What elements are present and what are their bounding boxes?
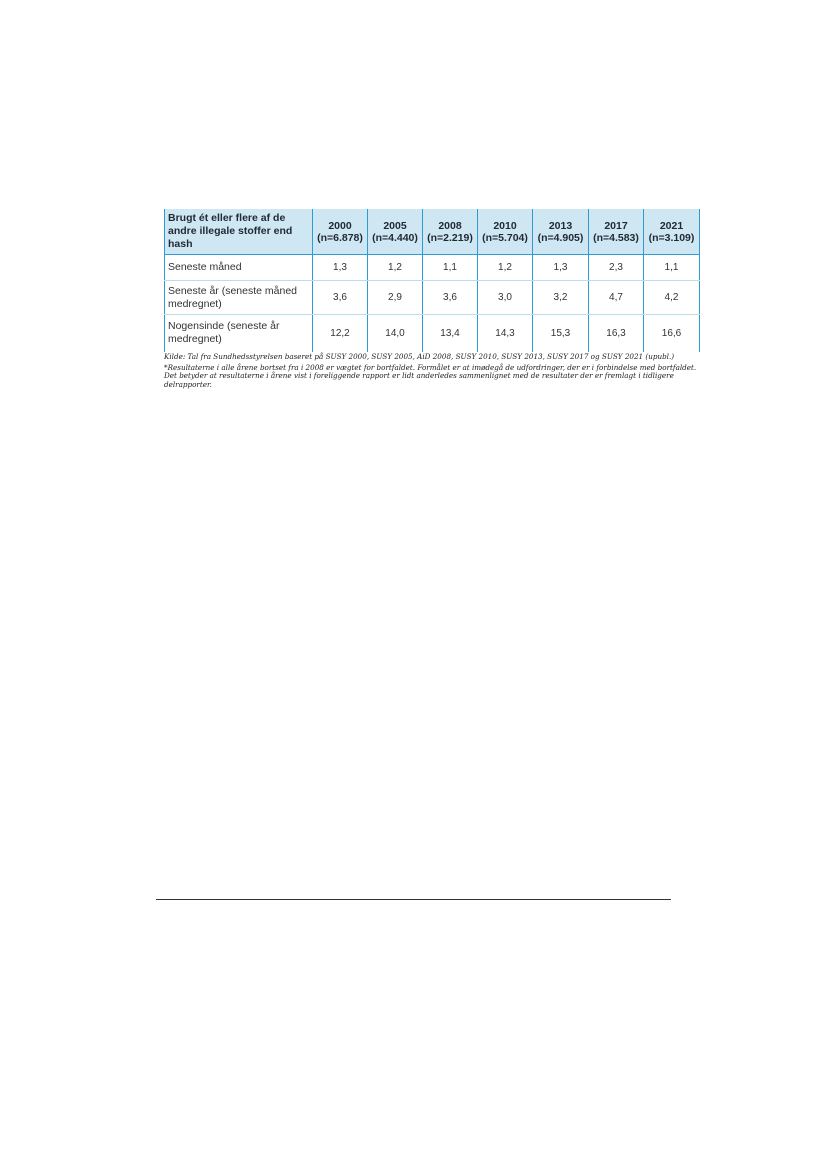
table-cell: 13,4 [423, 315, 478, 352]
table-cell: 15,3 [533, 315, 589, 352]
table-row [165, 255, 700, 281]
table-cell: 14,0 [368, 315, 423, 352]
table-cell: 3,6 [313, 281, 368, 315]
table-cell: 1,2 [478, 255, 533, 281]
table-cell: 1,1 [644, 255, 700, 281]
column-header: 2005 (n=4.440) [368, 209, 423, 255]
footnote-divider [156, 899, 671, 900]
illegal-drugs-table [164, 209, 700, 352]
column-header: 2000 (n=6.878) [313, 209, 368, 255]
row-label: Nogensinde (seneste år medregnet) [165, 315, 313, 352]
column-header: 2013 (n=4.905) [533, 209, 589, 255]
column-header: 2017 (n=4.583) [589, 209, 644, 255]
table-cell: 1,1 [423, 255, 478, 281]
source-note: Kilde: Tal fra Sundhedsstyrelsen baseret på SUSY 2000, SUSY 2005, AiD 2008, SUSY 2010, SUSY 2013, SUSY 2017 og SUSY 2021 (upubl.) [164, 352, 675, 361]
table-cell: 12,2 [313, 315, 368, 352]
table-cell: 14,3 [478, 315, 533, 352]
table-cell: 1,3 [533, 255, 589, 281]
table-cell: 2,3 [589, 255, 644, 281]
data-table-container [164, 209, 699, 352]
table-row [165, 281, 700, 315]
table-cell: 16,6 [644, 315, 700, 352]
table-cell: 3,6 [423, 281, 478, 315]
row-label: Seneste måned [165, 255, 313, 281]
table-row [165, 315, 700, 352]
weighting-note: *Resultaterne i alle årene bortset fra i 2008 er vægtet for bortfaldet. Formålet er at imødegå de udfordringer, der er i forbindelse med bortfaldet. Det betyder at resultaterne i årene vist i foreliggende rapport er lidt anderledes sammenlignet med de resultater der er fremlagt i tidligere delrapporter. [164, 363, 697, 389]
table-cell: 4,2 [644, 281, 700, 315]
column-header: 2021 (n=3.109) [644, 209, 700, 255]
table-cell: 4,7 [589, 281, 644, 315]
table-cell: 3,0 [478, 281, 533, 315]
table-cell: 2,9 [368, 281, 423, 315]
column-header: 2008 (n=2.219) [423, 209, 478, 255]
header-label: Brugt ét eller flere af de andre illegale stoffer end hash [165, 209, 313, 255]
table-cell: 1,2 [368, 255, 423, 281]
column-header: 2010 (n=5.704) [478, 209, 533, 255]
table-cell: 1,3 [313, 255, 368, 281]
table-cell: 3,2 [533, 281, 589, 315]
table-notes [164, 353, 704, 392]
table-header-row [165, 209, 700, 255]
table-cell: 16,3 [589, 315, 644, 352]
row-label: Seneste år (seneste måned medregnet) [165, 281, 313, 315]
